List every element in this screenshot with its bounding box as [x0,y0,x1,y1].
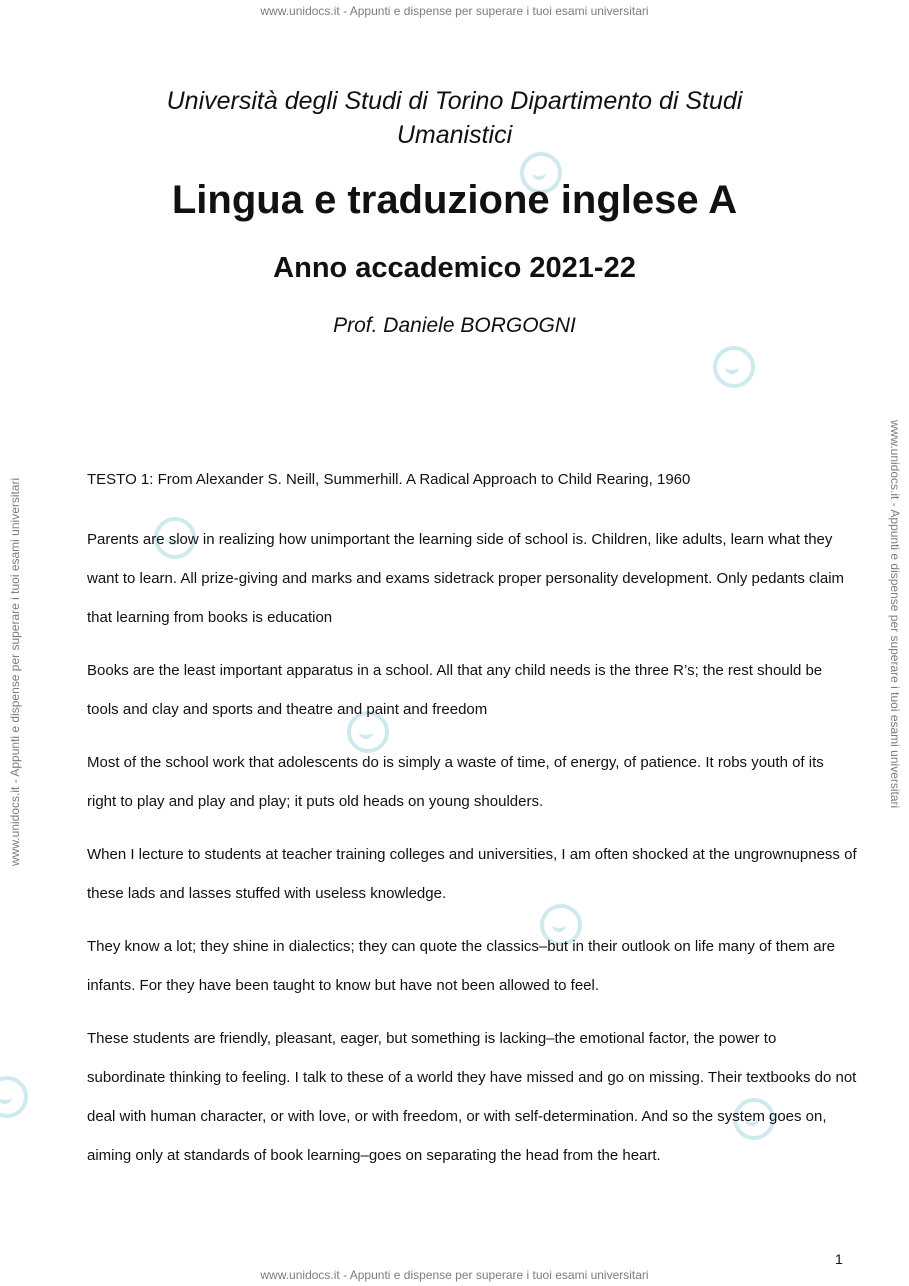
text-heading: TESTO 1: From Alexander S. Neill, Summerhill. A Radical Approach to Child Rearing, 1960 [87,471,691,488]
university-name: Università degli Studi di Torino Dipartimento di Studi Umanistici [166,87,743,149]
course-title: Lingua e traduzione inglese A [171,178,738,222]
unidocs-logo-icon [713,346,755,388]
watermark-right: www.unidocs.it - Appunti e dispense per superare i tuoi esami universitari [888,420,902,809]
academic-year: Anno accademico 2021-22 [273,252,636,284]
paragraph: When I lecture to students at teacher training colleges and universities, I am often shocked at the ungrownupness of these lads and lasses stuffed with useless knowledge. [87,846,857,902]
watermark-left: www.unidocs.it - Appunti e dispense per superare i tuoi esami universitari [8,477,22,866]
professor-name: Prof. Daniele BORGOGNI [333,314,576,337]
watermark-top: www.unidocs.it - Appunti e dispense per superare i tuoi esami universitari [260,4,649,18]
document-body [87,468,857,1189]
paragraph: They know a lot; they shine in dialectics; they can quote the classics–but in their outlook on life many of them are infants. For they have been taught to know but have not been allowed to feel. [87,938,835,994]
page-number: 1 [835,1251,843,1267]
paragraph: These students are friendly, pleasant, eager, but something is lacking–the emotional factor, the power to subordinate thinking to feeling. I talk to these of a world they have missed and go on missing. Their textbooks do not deal with human character, or with love, or with freedom, or with self-determination. And so the system goes on, aiming only at standards of book learning–goes on separating the head from the heart. [87,1030,857,1164]
paragraph: Parents are slow in realizing how unimportant the learning side of school is. Children, like adults, learn what they want to learn. All prize-giving and marks and exams sidetrack proper personality development. Only pedants claim that learning from books is education [87,531,845,626]
paragraph: Books are the least important apparatus in a school. All that any child needs is the three R’s; the rest should be tools and clay and sports and theatre and paint and freedom [87,662,823,718]
paragraph: Most of the school work that adolescents do is simply a waste of time, of energy, of patience. It robs youth of its right to play and play and play; it puts old heads on young shoulders. [87,754,824,810]
watermark-bottom: www.unidocs.it - Appunti e dispense per superare i tuoi esami universitari [260,1268,649,1282]
unidocs-logo-icon [0,1076,28,1118]
